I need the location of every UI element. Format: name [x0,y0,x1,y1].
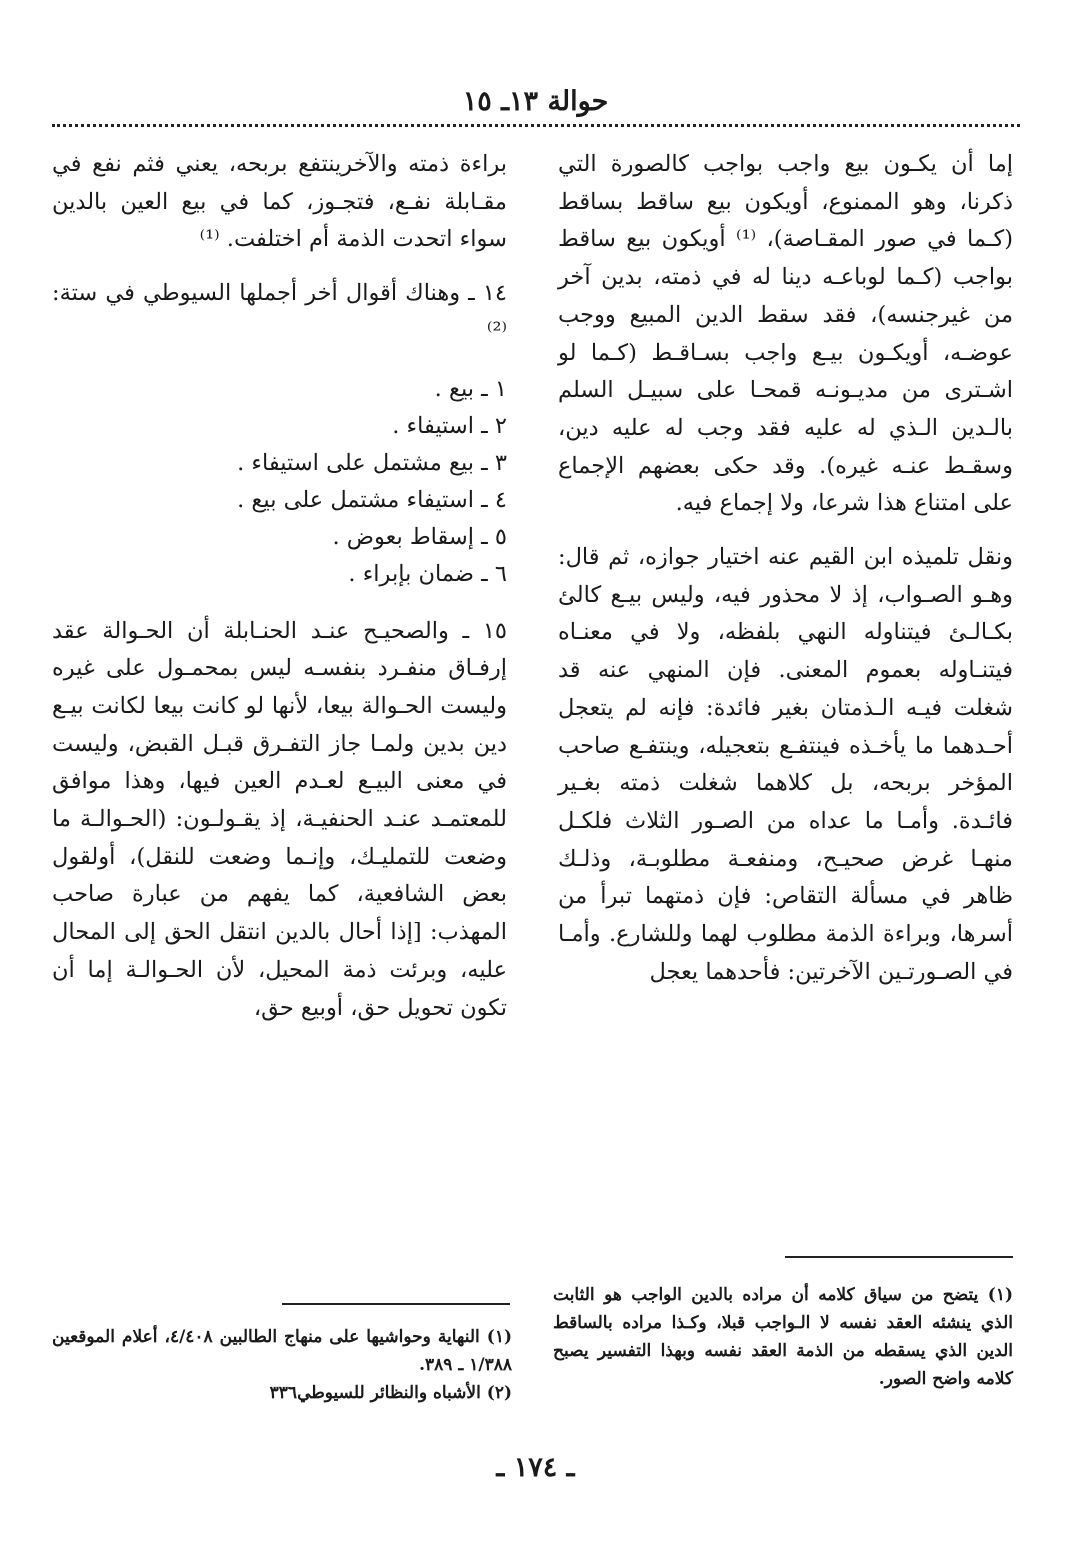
footnote: (٢) الأشباه والنظائر للسيوطي٣٣٦ [269,1383,512,1403]
page-header: حوالة ١٣ـ ١٥ [462,86,609,117]
footnote-rule [282,1303,510,1305]
list-item: ٢ ـ استيفاء . [392,412,507,439]
list-item: ٦ ـ ضمان بإبراء . [348,560,507,587]
footnote: (١) النهاية وحواشيها على منهاج الطالبين ٤/٤٠٨، أعلام الموقعين ١/٣٨٨ ـ ٣٨٩. [52,1327,512,1375]
list-item: ٣ ـ بيع مشتمل على استيفاء . [237,449,507,476]
paragraph-14: ١٤ ـ وهناك أقوال أخر أجملها السيوطي في ستة: ⁽²⁾ [52,280,507,344]
opinions-list [52,371,507,593]
list-item: ١ ـ بيع . [434,375,507,402]
list-item: ٥ ـ إسقاط بعوض . [332,523,507,550]
footnotes-right [553,1281,1013,1393]
list-item: ٤ ـ استيفاء مشتمل على بيع . [237,486,507,513]
paragraph: إما أن يكـون بيع واجب بواجب كالصورة التي ذكرنا، وهو الممنوع، أويكون بيع ساقط بساقط (كـما في صور المقـاصة)، ⁽¹⁾ أويكون بيع ساقط بواجب (كـما لوباعـه دينا له في ذمته، بدين آخر من غيرجنسه)، فقد سقط الدين المبيع ووجب عوضـه، أويكـون بيـع واجب بسـاقـط (كـما لو اشـترى من مديـونـه قمحـا على سبيـل السلم بالـدين الـذي له عليه فقد وجب له عليه دين، وسقـط عنـه غيره). وقد حكى بعضهم الإجماع على امتناع هذا شرعا، ولا إجماع فيه. [558,151,1013,517]
page-number: ـ ١٧٤ ـ [496,1452,575,1483]
footnote: (١) يتضح من سياق كلامه أن مراده بالدين الواجب هو الثابت الذي ينشئه العقد نفسه لا الـواجب قبلا، وكـذا مراده بالساقط الدين الذي يسقطه من الذمة العقد نفسه وبهذا التفسير يصبح كلامه واضح الصور. [553,1285,1013,1389]
footnotes-left [52,1323,512,1407]
header-dotted-rule [52,124,1020,127]
right-column [558,146,1013,991]
paragraph: ونقل تلميذه ابن القيم عنه اختيار جوازه، ثم قال: وهـو الصـواب، إذ لا محذور فيه، وليس بيـع كالئ بكـالـئ فيتناوله النهي بلفظه، ولا في معنـاه فيتنـاوله بعموم المعنى. فإن المنهي عنه قد شغلت فيـه الـذمتان بغير فائدة: فإنه لم يتعجل أحـدهما ما يأخـذه فينتفـع بتعجيله، وينتفـع صاحب المؤخر بربحه، بل كلاهما شغلت ذمته بغـير فائـدة. وأمـا ما عداه من الصـور الثلاث فلكـل منهـا غرض صحيـح، ومنفعـة مطلوبـة، وذلـك ظاهر في مسألة التقاص: فإن ذمتهما تبرأ من أسرها، وبراءة الذمة مطلوب لهما وللشارع. وأمـا في الصـورتـين الآخرتين: فأحدهما يعجل [558,544,1013,985]
footnote-rule [785,1256,1013,1258]
paragraph-continued: براءة ذمته والآخرينتفع بربحه، يعني فثم نفع في مقـابلة نفـع، فتجـوز، كما في بيع العين بالدين سواء اتحدت الذمة أم اختلفت. ⁽¹⁾ [52,151,507,253]
left-column [52,146,507,1027]
paragraph-15: ١٥ ـ والصحيـح عنـد الحنـابلة أن الحـوالة عقد إرفـاق منفـرد بنفسـه ليس بمحمـول على غيره وليست الحـوالة بيعا، لأنها لو كانت بيعا لكانت بيـع دين بدين ولمـا جاز التفـرق قبـل القبض، وليست في معنى البيـع لعـدم العين فيها، وهذا موافق للمعتمـد عنـد الحنفيـة، إذ يقـولـون: (الحـوالـة ما وضعت للتمليـك، وإنـما وضعت للنقل)، أولقول بعض الشافعية، كما يفهم من عبارة صاحب المهذب: [إذا أحال بالدين انتقل الحق إلى المحال عليه، وبرئت ذمة المحيل، لأن الحـوالـة إما أن تكون تحويل حق، أوبيع حق، [52,617,507,1021]
